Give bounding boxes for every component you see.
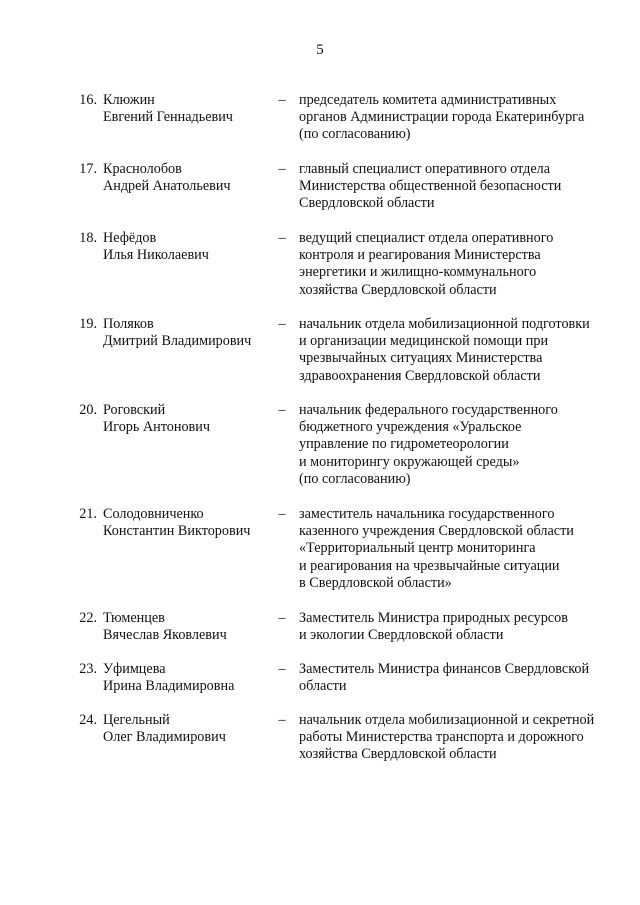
member-name bbox=[103, 506, 273, 540]
member-role-line: области bbox=[299, 678, 347, 695]
member-number: 24. bbox=[79, 712, 97, 728]
member-dash: – bbox=[278, 402, 286, 418]
member-role-line: Свердловской области bbox=[299, 195, 435, 212]
member-number: 18. bbox=[79, 230, 97, 246]
member-role-line: хозяйства Свердловской области bbox=[299, 746, 497, 763]
member-role-line: и мониторингу окружающей среды» bbox=[299, 453, 520, 470]
member-surname: Тюменцев bbox=[103, 610, 165, 626]
member-name bbox=[103, 230, 273, 264]
member-role bbox=[299, 92, 629, 144]
member-role bbox=[299, 230, 629, 299]
member-dash: – bbox=[278, 161, 286, 177]
member-name bbox=[103, 712, 273, 746]
member-role-line: бюджетного учреждения «Уральское bbox=[299, 419, 522, 436]
member-given-names: Андрей Анатольевич bbox=[103, 178, 231, 195]
member-surname: Клюжин bbox=[103, 92, 155, 108]
member-role-line: работы Министерства транспорта и дорожного bbox=[299, 729, 584, 746]
member-role-line: и экологии Свердловской области bbox=[299, 627, 504, 644]
member-role bbox=[299, 506, 629, 592]
member-name bbox=[103, 316, 273, 350]
member-name bbox=[103, 610, 273, 644]
member-name bbox=[103, 661, 273, 695]
member-role-line: чрезвычайных ситуациях Министерства bbox=[299, 350, 543, 367]
member-role-line: ведущий специалист отдела оперативного bbox=[299, 230, 554, 246]
member-role bbox=[299, 610, 629, 644]
member-role-line: (по согласованию) bbox=[299, 126, 411, 143]
member-role bbox=[299, 712, 629, 764]
member-given-names: Ирина Владимировна bbox=[103, 678, 235, 695]
member-role-line: органов Администрации города Екатеринбурга bbox=[299, 109, 585, 126]
member-number: 19. bbox=[79, 316, 97, 332]
member-given-names: Евгений Геннадьевич bbox=[103, 109, 233, 126]
member-role bbox=[299, 161, 629, 213]
member-role-line: управление по гидрометеорологии bbox=[299, 436, 509, 453]
member-given-names: Дмитрий Владимирович bbox=[103, 333, 252, 350]
member-surname: Уфимцева bbox=[103, 661, 166, 677]
member-role-line: энергетики и жилищно-коммунального bbox=[299, 264, 537, 281]
member-role bbox=[299, 402, 629, 488]
member-surname: Краснолобов bbox=[103, 161, 182, 177]
member-number: 22. bbox=[79, 610, 97, 626]
member-role-line: начальник отдела мобилизационной подготовки bbox=[299, 316, 590, 332]
member-role-line: Заместитель Министра финансов Свердловской bbox=[299, 661, 590, 677]
member-surname: Поляков bbox=[103, 316, 154, 332]
member-number: 16. bbox=[79, 92, 97, 108]
member-role-line: (по согласованию) bbox=[299, 470, 411, 487]
member-role-line: главный специалист оперативного отдела bbox=[299, 161, 551, 177]
member-surname: Нефёдов bbox=[103, 230, 157, 246]
member-role-line: казенного учреждения Свердловской области bbox=[299, 523, 574, 540]
member-role bbox=[299, 661, 629, 695]
member-name bbox=[103, 92, 273, 126]
member-dash: – bbox=[278, 610, 286, 626]
member-surname: Роговский bbox=[103, 402, 166, 418]
member-number: 21. bbox=[79, 506, 97, 522]
member-role-line: в Свердловской области» bbox=[299, 574, 452, 591]
member-role-line: и организации медицинской помощи при bbox=[299, 333, 549, 350]
member-role bbox=[299, 316, 629, 385]
member-role-line: Министерства общественной безопасности bbox=[299, 178, 562, 195]
member-surname: Солодовниченко bbox=[103, 506, 204, 522]
page-number: 5 bbox=[316, 42, 324, 58]
member-role-line: заместитель начальника государственного bbox=[299, 506, 555, 522]
member-role-line: здравоохранения Свердловской области bbox=[299, 367, 541, 384]
member-dash: – bbox=[278, 506, 286, 522]
member-number: 20. bbox=[79, 402, 97, 418]
member-role-line: «Территориальный центр мониторинга bbox=[299, 540, 536, 557]
member-given-names: Олег Владимирович bbox=[103, 729, 226, 746]
member-role-line: и реагирования на чрезвычайные ситуации bbox=[299, 557, 560, 574]
member-number: 17. bbox=[79, 161, 97, 177]
member-given-names: Илья Николаевич bbox=[103, 247, 209, 264]
member-dash: – bbox=[278, 661, 286, 677]
member-role-line: Заместитель Министра природных ресурсов bbox=[299, 610, 568, 626]
member-dash: – bbox=[278, 230, 286, 246]
member-given-names: Вячеслав Яковлевич bbox=[103, 627, 227, 644]
member-given-names: Игорь Антонович bbox=[103, 419, 210, 436]
member-name bbox=[103, 402, 273, 436]
member-dash: – bbox=[278, 92, 286, 108]
member-dash: – bbox=[278, 712, 286, 728]
member-dash: – bbox=[278, 316, 286, 332]
member-surname: Цегельный bbox=[103, 712, 170, 728]
member-role-line: председатель комитета административных bbox=[299, 92, 557, 108]
member-role-line: начальник федерального государственного bbox=[299, 402, 558, 418]
member-role-line: хозяйства Свердловской области bbox=[299, 281, 497, 298]
member-given-names: Константин Викторович bbox=[103, 523, 251, 540]
member-name bbox=[103, 161, 273, 195]
member-role-line: начальник отдела мобилизационной и секретной bbox=[299, 712, 595, 728]
member-role-line: контроля и реагирования Министерства bbox=[299, 247, 541, 264]
member-number: 23. bbox=[79, 661, 97, 677]
